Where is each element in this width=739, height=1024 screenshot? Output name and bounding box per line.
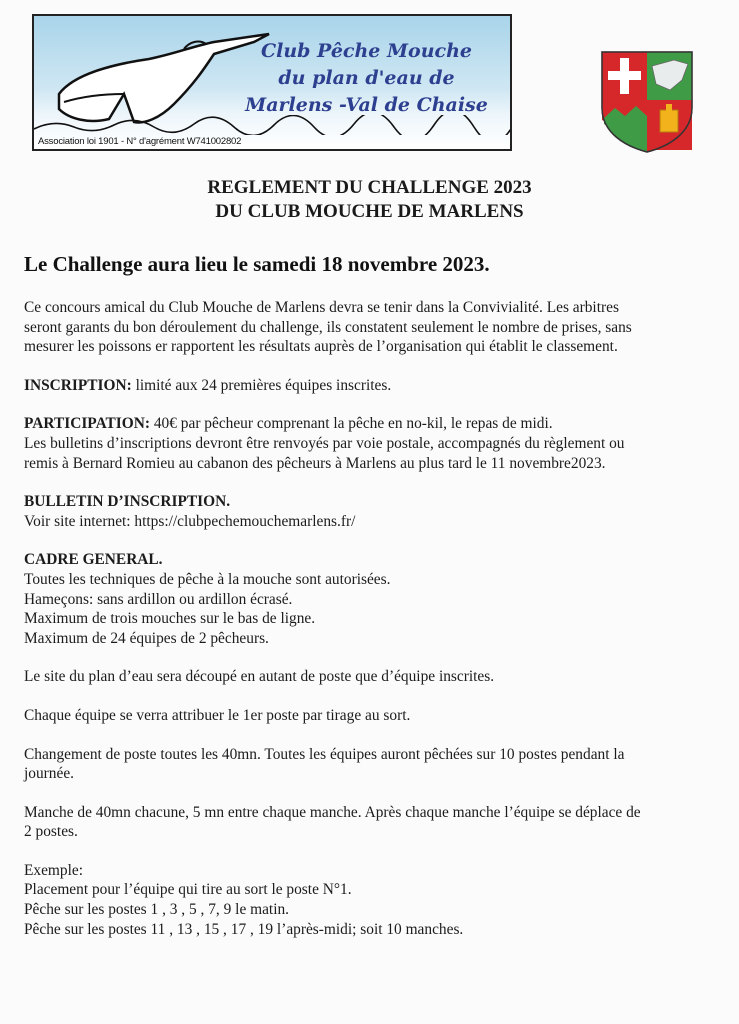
- cadre-line: Maximum de 24 équipes de 2 pêcheurs.: [24, 629, 269, 647]
- participation-label: PARTICIPATION:: [24, 415, 151, 433]
- cadre-line: Maximum de trois mouches sur le bas de ligne.: [24, 610, 316, 628]
- cadre-section: [24, 550, 719, 648]
- intro-line3: mesurer les poissons er rapportent les résultats auprès de l’organisation qui établit le classement.: [24, 338, 618, 356]
- inscription-text: limité aux 24 premières équipes inscrites.: [131, 376, 392, 394]
- intro-line2: seront garants du bon déroulement du challenge, ils constatent seulement le nombre de prises, sans: [24, 318, 632, 336]
- bulletin-section: [24, 492, 719, 531]
- site-paragraph: [24, 667, 719, 687]
- municipal-crest-icon: [600, 50, 694, 154]
- document-title: [0, 176, 739, 224]
- changement-line1: Changement de poste toutes les 40mn. Toutes les équipes auront pêchées sur 10 postes pendant la: [24, 745, 625, 763]
- title-line2: DU CLUB MOUCHE DE MARLENS: [215, 201, 524, 222]
- tirage-paragraph: [24, 706, 719, 726]
- intro-line1: Ce concours amical du Club Mouche de Marlens devra se tenir dans la Convivialité. Les arbitres: [24, 299, 619, 316]
- intro-paragraph: [24, 298, 719, 357]
- inscription-label: INSCRIPTION:: [24, 376, 132, 394]
- manche-paragraph: [24, 803, 719, 842]
- title-line1: REGLEMENT DU CHALLENGE 2023: [207, 177, 532, 198]
- manche-line1: Manche de 40mn chacune, 5 mn entre chaque manche. Après chaque manche l’équipe se déplace de: [24, 803, 641, 821]
- challenge-date-heading: Le Challenge aura lieu le samedi 18 novembre 2023.: [24, 252, 490, 276]
- club-name-line3: Marlens -Val de Chaise: [245, 94, 488, 116]
- inscription-section: [24, 376, 719, 396]
- changement-line2: journée.: [24, 765, 74, 783]
- tirage-text: Chaque équipe se verra attribuer le 1er poste par tirage au sort.: [24, 706, 411, 724]
- site-text: Le site du plan d’eau sera découpé en autant de poste que d’équipe inscrites.: [24, 668, 495, 686]
- exemple-label: Exemple:: [24, 861, 83, 879]
- participation-line3: remis à Bernard Romieu au cabanon des pêcheurs à Marlens au plus tard le 11 novembre2023.: [24, 454, 606, 472]
- manche-line2: 2 postes.: [24, 823, 78, 841]
- bulletin-label: BULLETIN D’INSCRIPTION.: [24, 493, 231, 511]
- club-banner: [32, 14, 512, 151]
- exemple-line: Pêche sur les postes 1 , 3 , 5 , 7, 9 le matin.: [24, 901, 290, 919]
- exemple-line: Pêche sur les postes 11 , 13 , 15 , 17 , 19 l’après-midi; soit 10 manches.: [24, 920, 464, 938]
- exemple-line: Placement pour l’équipe qui tire au sort le poste N°1.: [24, 881, 352, 899]
- association-registration: Association loi 1901 - N° d'agrément W741002802: [38, 136, 242, 147]
- participation-section: [24, 414, 719, 473]
- club-name: [224, 38, 509, 119]
- club-name-line2: du plan d'eau de: [278, 67, 455, 89]
- club-name-line1: Club Pêche Mouche: [261, 40, 472, 62]
- cadre-line: Hameçons: sans ardillon ou ardillon écrasé.: [24, 590, 293, 608]
- bulletin-text: Voir site internet: https://clubpechemouchemarlens.fr/: [24, 512, 356, 530]
- exemple-section: [24, 861, 719, 939]
- participation-text: 40€ par pêcheur comprenant la pêche en no-kil, le repas de midi.: [150, 415, 553, 433]
- cadre-label: CADRE GENERAL.: [24, 551, 163, 569]
- rules-body: [24, 298, 719, 958]
- water-wave-icon: [34, 115, 512, 135]
- changement-paragraph: [24, 745, 719, 784]
- participation-line2: Les bulletins d’inscriptions devront être renvoyés par voie postale, accompagnés du règlement ou: [24, 434, 625, 452]
- cadre-line: Toutes les techniques de pêche à la mouche sont autorisées.: [24, 570, 391, 588]
